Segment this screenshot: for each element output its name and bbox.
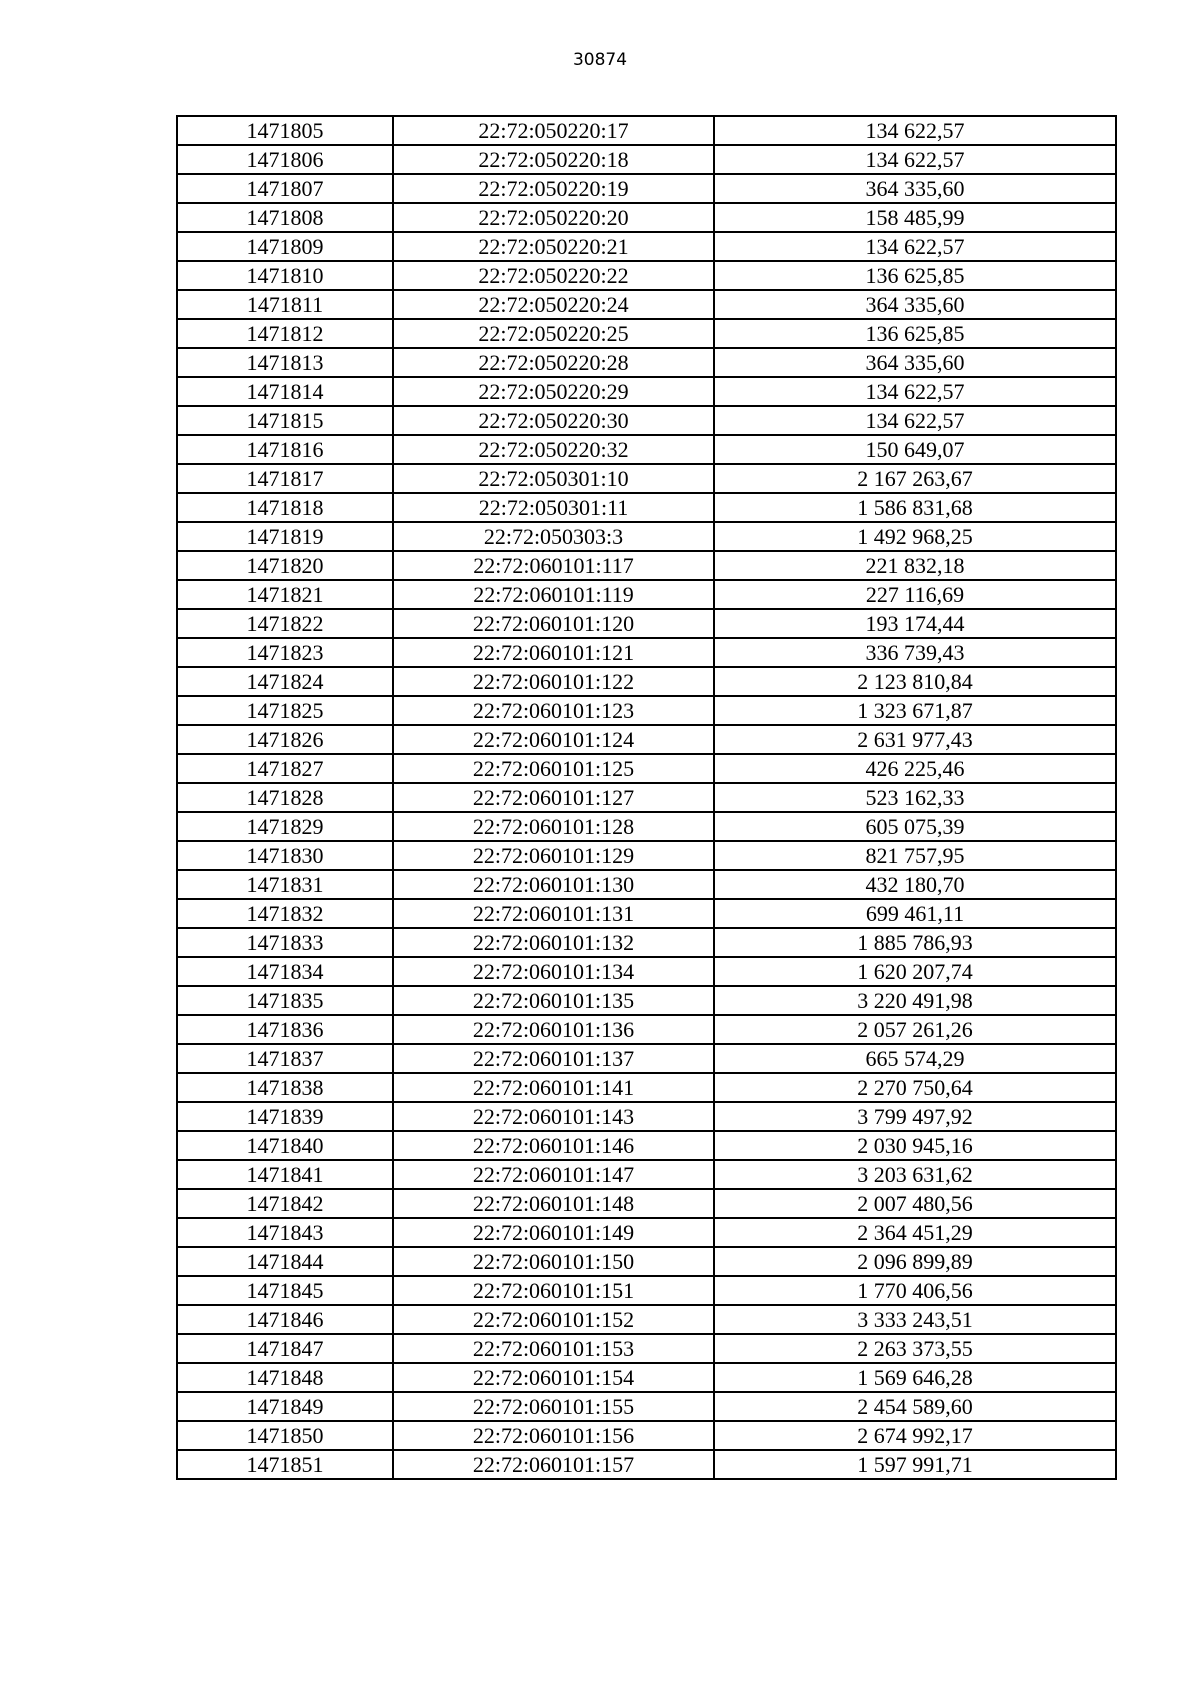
cadastral-value-cell: 134 622,57: [714, 116, 1116, 145]
table-row: [177, 580, 1116, 609]
cadastral-value-cell: 2 364 451,29: [714, 1218, 1116, 1247]
cadastral-number-cell: 22:72:060101:154: [393, 1363, 714, 1392]
record-number-cell: 1471824: [177, 667, 393, 696]
cadastral-value-cell: 3 220 491,98: [714, 986, 1116, 1015]
record-number-cell: 1471819: [177, 522, 393, 551]
record-number-cell: 1471834: [177, 957, 393, 986]
table-row: [177, 203, 1116, 232]
cadastral-number-cell: 22:72:060101:150: [393, 1247, 714, 1276]
cadastral-number-cell: 22:72:060101:141: [393, 1073, 714, 1102]
record-number-cell: 1471844: [177, 1247, 393, 1276]
cadastral-number-cell: 22:72:060101:134: [393, 957, 714, 986]
cadastral-value-cell: 336 739,43: [714, 638, 1116, 667]
table-row: [177, 464, 1116, 493]
cadastral-value-cell: 193 174,44: [714, 609, 1116, 638]
record-number-cell: 1471845: [177, 1276, 393, 1305]
record-number-cell: 1471828: [177, 783, 393, 812]
record-number-cell: 1471838: [177, 1073, 393, 1102]
record-number-cell: 1471840: [177, 1131, 393, 1160]
cadastral-number-cell: 22:72:060101:146: [393, 1131, 714, 1160]
cadastral-value-cell: 426 225,46: [714, 754, 1116, 783]
table-row: [177, 957, 1116, 986]
cadastral-number-cell: 22:72:060101:155: [393, 1392, 714, 1421]
cadastral-value-cell: 158 485,99: [714, 203, 1116, 232]
cadastral-number-cell: 22:72:060101:128: [393, 812, 714, 841]
cadastral-value-cell: 1 323 671,87: [714, 696, 1116, 725]
table-row: [177, 841, 1116, 870]
table-row: [177, 870, 1116, 899]
record-number-cell: 1471812: [177, 319, 393, 348]
cadastral-value-cell: 3 333 243,51: [714, 1305, 1116, 1334]
table-row: [177, 116, 1116, 145]
table-row: [177, 754, 1116, 783]
record-number-cell: 1471806: [177, 145, 393, 174]
record-number-cell: 1471823: [177, 638, 393, 667]
cadastral-value-cell: 364 335,60: [714, 348, 1116, 377]
record-number-cell: 1471849: [177, 1392, 393, 1421]
table-row: [177, 725, 1116, 754]
cadastral-value-cell: 221 832,18: [714, 551, 1116, 580]
record-number-cell: 1471826: [177, 725, 393, 754]
cadastral-number-cell: 22:72:050220:21: [393, 232, 714, 261]
cadastral-value-cell: 605 075,39: [714, 812, 1116, 841]
table-row: [177, 522, 1116, 551]
table-row: [177, 1363, 1116, 1392]
table-row: [177, 1305, 1116, 1334]
cadastral-value-cell: 227 116,69: [714, 580, 1116, 609]
table-body: [177, 116, 1116, 1479]
table-row: [177, 377, 1116, 406]
cadastral-number-cell: 22:72:060101:136: [393, 1015, 714, 1044]
table-row: [177, 319, 1116, 348]
record-number-cell: 1471816: [177, 435, 393, 464]
cadastral-value-cell: 134 622,57: [714, 145, 1116, 174]
cadastral-value-cell: 2 007 480,56: [714, 1189, 1116, 1218]
cadastral-number-cell: 22:72:060101:143: [393, 1102, 714, 1131]
record-number-cell: 1471850: [177, 1421, 393, 1450]
record-number-cell: 1471830: [177, 841, 393, 870]
cadastral-value-cell: 1 492 968,25: [714, 522, 1116, 551]
table-row: [177, 1421, 1116, 1450]
record-number-cell: 1471808: [177, 203, 393, 232]
cadastral-number-cell: 22:72:060101:153: [393, 1334, 714, 1363]
cadastral-number-cell: 22:72:060101:129: [393, 841, 714, 870]
table-row: [177, 1160, 1116, 1189]
table-row: [177, 406, 1116, 435]
cadastral-value-cell: 150 649,07: [714, 435, 1116, 464]
table-row: [177, 1276, 1116, 1305]
record-number-cell: 1471835: [177, 986, 393, 1015]
cadastral-number-cell: 22:72:060101:124: [393, 725, 714, 754]
cadastral-number-cell: 22:72:050301:10: [393, 464, 714, 493]
record-number-cell: 1471833: [177, 928, 393, 957]
cadastral-number-cell: 22:72:050303:3: [393, 522, 714, 551]
table-row: [177, 1392, 1116, 1421]
cadastral-value-cell: 699 461,11: [714, 899, 1116, 928]
cadastral-number-cell: 22:72:050220:18: [393, 145, 714, 174]
cadastral-value-cell: 134 622,57: [714, 232, 1116, 261]
cadastral-number-cell: 22:72:060101:119: [393, 580, 714, 609]
cadastral-number-cell: 22:72:060101:157: [393, 1450, 714, 1479]
cadastral-value-cell: 665 574,29: [714, 1044, 1116, 1073]
cadastral-value-cell: 1 569 646,28: [714, 1363, 1116, 1392]
record-number-cell: 1471822: [177, 609, 393, 638]
table-row: [177, 1334, 1116, 1363]
cadastral-number-cell: 22:72:050220:22: [393, 261, 714, 290]
cadastral-number-cell: 22:72:060101:117: [393, 551, 714, 580]
cadastral-number-cell: 22:72:060101:156: [393, 1421, 714, 1450]
record-number-cell: 1471810: [177, 261, 393, 290]
table-row: [177, 1102, 1116, 1131]
table-row: [177, 1189, 1116, 1218]
table-row: [177, 551, 1116, 580]
table-row: [177, 261, 1116, 290]
cadastral-value-cell: 2 674 992,17: [714, 1421, 1116, 1450]
table-row: [177, 696, 1116, 725]
record-number-cell: 1471843: [177, 1218, 393, 1247]
cadastral-value-cell: 2 631 977,43: [714, 725, 1116, 754]
table-row: [177, 638, 1116, 667]
cadastral-number-cell: 22:72:060101:151: [393, 1276, 714, 1305]
cadastral-number-cell: 22:72:060101:148: [393, 1189, 714, 1218]
record-number-cell: 1471846: [177, 1305, 393, 1334]
cadastral-value-cell: 432 180,70: [714, 870, 1116, 899]
cadastral-value-cell: 2 057 261,26: [714, 1015, 1116, 1044]
record-number-cell: 1471851: [177, 1450, 393, 1479]
cadastral-number-cell: 22:72:050220:20: [393, 203, 714, 232]
record-number-cell: 1471842: [177, 1189, 393, 1218]
record-number-cell: 1471821: [177, 580, 393, 609]
record-number-cell: 1471832: [177, 899, 393, 928]
cadastral-number-cell: 22:72:060101:125: [393, 754, 714, 783]
cadastral-value-cell: 2 123 810,84: [714, 667, 1116, 696]
cadastral-value-cell: 364 335,60: [714, 174, 1116, 203]
table-row: [177, 174, 1116, 203]
cadastral-number-cell: 22:72:050220:25: [393, 319, 714, 348]
cadastral-number-cell: 22:72:060101:132: [393, 928, 714, 957]
cadastral-value-cell: 1 885 786,93: [714, 928, 1116, 957]
record-number-cell: 1471829: [177, 812, 393, 841]
cadastral-number-cell: 22:72:050220:28: [393, 348, 714, 377]
record-number-cell: 1471807: [177, 174, 393, 203]
cadastral-number-cell: 22:72:060101:131: [393, 899, 714, 928]
cadastral-number-cell: 22:72:060101:147: [393, 1160, 714, 1189]
cadastral-number-cell: 22:72:060101:120: [393, 609, 714, 638]
record-number-cell: 1471841: [177, 1160, 393, 1189]
cadastral-value-cell: 136 625,85: [714, 319, 1116, 348]
table-row: [177, 290, 1116, 319]
page-number: 30874: [572, 50, 628, 70]
record-number-cell: 1471805: [177, 116, 393, 145]
table-row: [177, 493, 1116, 522]
cadastral-value-cell: 2 096 899,89: [714, 1247, 1116, 1276]
cadastral-value-cell: 1 597 991,71: [714, 1450, 1116, 1479]
record-number-cell: 1471847: [177, 1334, 393, 1363]
cadastral-number-cell: 22:72:050220:30: [393, 406, 714, 435]
record-number-cell: 1471825: [177, 696, 393, 725]
cadastral-value-cell: 134 622,57: [714, 406, 1116, 435]
record-number-cell: 1471820: [177, 551, 393, 580]
table-row: [177, 1044, 1116, 1073]
record-number-cell: 1471814: [177, 377, 393, 406]
cadastral-value-cell: 1 620 207,74: [714, 957, 1116, 986]
record-number-cell: 1471813: [177, 348, 393, 377]
record-number-cell: 1471839: [177, 1102, 393, 1131]
cadastral-number-cell: 22:72:060101:122: [393, 667, 714, 696]
table-row: [177, 783, 1116, 812]
record-number-cell: 1471831: [177, 870, 393, 899]
cadastral-value-cell: 2 263 373,55: [714, 1334, 1116, 1363]
cadastral-number-cell: 22:72:060101:149: [393, 1218, 714, 1247]
table-row: [177, 667, 1116, 696]
cadastral-number-cell: 22:72:050220:32: [393, 435, 714, 464]
cadastral-number-cell: 22:72:050220:19: [393, 174, 714, 203]
record-number-cell: 1471837: [177, 1044, 393, 1073]
cadastral-value-cell: 2 167 263,67: [714, 464, 1116, 493]
cadastral-value-table: [176, 115, 1117, 1480]
cadastral-value-cell: 3 203 631,62: [714, 1160, 1116, 1189]
cadastral-number-cell: 22:72:050220:29: [393, 377, 714, 406]
table-row: [177, 348, 1116, 377]
cadastral-value-cell: 523 162,33: [714, 783, 1116, 812]
table-row: [177, 435, 1116, 464]
record-number-cell: 1471817: [177, 464, 393, 493]
record-number-cell: 1471848: [177, 1363, 393, 1392]
cadastral-value-cell: 134 622,57: [714, 377, 1116, 406]
table-row: [177, 609, 1116, 638]
cadastral-number-cell: 22:72:060101:152: [393, 1305, 714, 1334]
table-row: [177, 986, 1116, 1015]
record-number-cell: 1471836: [177, 1015, 393, 1044]
cadastral-number-cell: 22:72:060101:130: [393, 870, 714, 899]
cadastral-value-cell: 821 757,95: [714, 841, 1116, 870]
table-row: [177, 899, 1116, 928]
cadastral-number-cell: 22:72:060101:135: [393, 986, 714, 1015]
record-number-cell: 1471809: [177, 232, 393, 261]
cadastral-number-cell: 22:72:060101:127: [393, 783, 714, 812]
cadastral-number-cell: 22:72:060101:137: [393, 1044, 714, 1073]
table-row: [177, 1450, 1116, 1479]
cadastral-value-cell: 2 454 589,60: [714, 1392, 1116, 1421]
table-row: [177, 1073, 1116, 1102]
record-number-cell: 1471815: [177, 406, 393, 435]
table-row: [177, 812, 1116, 841]
cadastral-number-cell: 22:72:060101:123: [393, 696, 714, 725]
record-number-cell: 1471811: [177, 290, 393, 319]
record-number-cell: 1471827: [177, 754, 393, 783]
cadastral-number-cell: 22:72:050301:11: [393, 493, 714, 522]
table-row: [177, 232, 1116, 261]
table-row: [177, 928, 1116, 957]
table-row: [177, 1015, 1116, 1044]
cadastral-value-cell: 1 586 831,68: [714, 493, 1116, 522]
cadastral-number-cell: 22:72:050220:24: [393, 290, 714, 319]
table-row: [177, 145, 1116, 174]
record-number-cell: 1471818: [177, 493, 393, 522]
table-row: [177, 1131, 1116, 1160]
cadastral-value-cell: 136 625,85: [714, 261, 1116, 290]
cadastral-value-cell: 364 335,60: [714, 290, 1116, 319]
cadastral-number-cell: 22:72:050220:17: [393, 116, 714, 145]
cadastral-value-cell: 1 770 406,56: [714, 1276, 1116, 1305]
cadastral-value-cell: 2 030 945,16: [714, 1131, 1116, 1160]
cadastral-value-cell: 2 270 750,64: [714, 1073, 1116, 1102]
cadastral-value-cell: 3 799 497,92: [714, 1102, 1116, 1131]
table-row: [177, 1218, 1116, 1247]
cadastral-number-cell: 22:72:060101:121: [393, 638, 714, 667]
table-row: [177, 1247, 1116, 1276]
